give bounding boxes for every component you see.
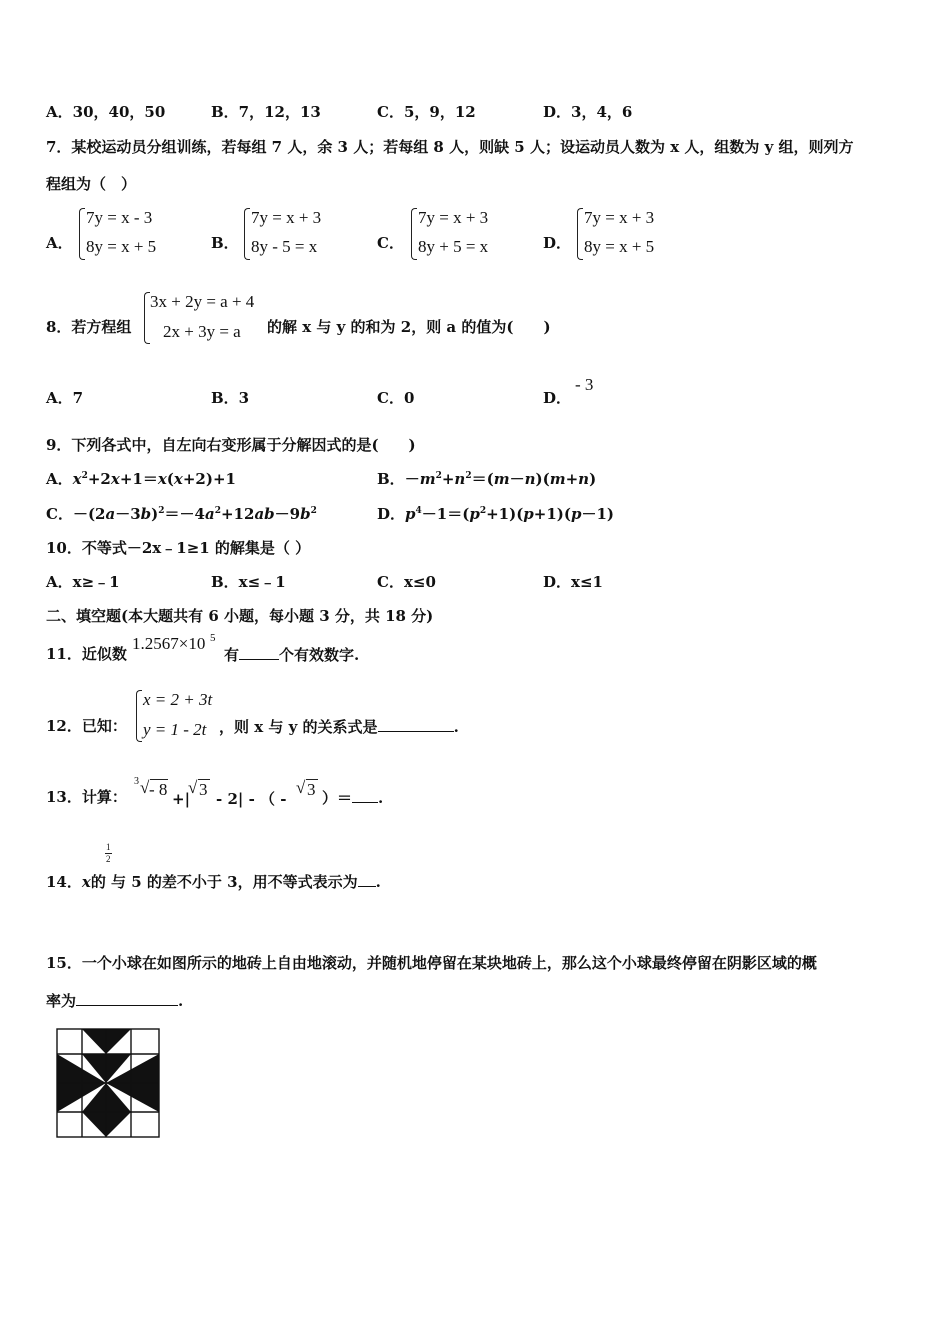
q11-exponent: 5 [210, 632, 216, 644]
q12-end: . [453, 718, 459, 736]
q13-end-dot: . [378, 789, 384, 807]
q8-option-d-value: - 3 [575, 375, 594, 394]
radical-sign-icon: √ [296, 778, 306, 797]
q10-option-a: A．x≥﹣1 [46, 573, 120, 591]
equation: 7y = x - 3 [86, 208, 153, 227]
q10-option-c: C．x≤0 [377, 573, 436, 591]
q14-number: 14． [46, 873, 82, 891]
answer-blank[interactable] [352, 788, 378, 803]
brace-icon [136, 690, 142, 742]
option-label: C． [46, 505, 73, 523]
q7-stem-line2: 程组为（ ） [46, 175, 137, 193]
section-heading: 二、填空题(本大题共有 6 小题，每小题 3 分，共 18 分) [46, 607, 434, 625]
equation: 8y - 5 = x [251, 237, 318, 256]
option-label: C． [377, 234, 404, 252]
equation: 8y = x + 5 [584, 237, 655, 256]
q9-option-d: D．$p^4-1=(p^2+1)(p+1)(p-1)$ [377, 505, 615, 523]
q13-prefix: 13．计算： [46, 788, 127, 806]
q11-suffix [224, 645, 359, 664]
q13-radicand-1: 3 [199, 780, 208, 799]
radical-sign-icon: √ [140, 778, 150, 797]
q12-suffix-text: ，则 x 与 y 的关系式是 [219, 718, 378, 736]
radical-sign-icon: √ [188, 778, 198, 797]
q10-option-b: B．x≤﹣1 [211, 573, 286, 591]
q14-text: 的 与 5 的差不小于 3，用不等式表示为 [90, 873, 358, 891]
q9-option-b: B．$-m^2+n^2=(m-n)(m+n)$ [377, 470, 597, 488]
brace-icon [79, 208, 85, 260]
tile-grid-figure [54, 1026, 164, 1140]
q13-end-text: ）＝ [322, 789, 353, 807]
q11-prefix: 11．近似数 [46, 645, 127, 663]
q13-plus: +| [172, 790, 191, 808]
q11-number: 1.2567×10 [132, 634, 206, 653]
q10-option-d: D．x≤1 [543, 573, 603, 591]
q13-end [322, 788, 383, 807]
q6-option-d: D．3，4，6 [543, 103, 633, 121]
q12-prefix: 12．已知： [46, 717, 127, 735]
option-label: A． [46, 470, 73, 488]
q8-equation-2: 2x + 3y = a [163, 322, 241, 341]
q15-line2-text: 率为 [46, 992, 77, 1010]
q12-equation-1: x = 2 + 3t [143, 690, 213, 709]
q11-suffix-text: 有 [224, 646, 240, 664]
equation: 8y + 5 = x [418, 237, 489, 256]
q7-stem-line1: 7．某校运动员分组训练，若每组 7 人，余 3 人；若每组 8 人，则缺 5 人；设运动员人数为 x 人，组数为 y 组，则列方 [46, 138, 854, 156]
q8-option-b: B．3 [211, 389, 250, 407]
q15-stem-line2 [46, 991, 183, 1010]
q6-option-a: A．30，40，50 [46, 103, 166, 121]
q6-option-b: B．7，12，13 [211, 103, 321, 121]
answer-blank[interactable] [239, 645, 279, 660]
brace-icon [411, 208, 417, 260]
equation: 7y = x + 3 [418, 208, 489, 227]
equation: 7y = x + 3 [251, 208, 322, 227]
q9-stem: 9．下列各式中，自左向右变形属于分解因式的是( ) [46, 436, 416, 454]
q14-end: . [375, 873, 381, 891]
q8-option-d: D． [543, 389, 572, 407]
q6-option-c: C．5，9，12 [377, 103, 476, 121]
q8-option-c: C．0 [377, 389, 415, 407]
option-label: D． [543, 234, 572, 252]
option-label: B． [377, 470, 405, 488]
q12-suffix [219, 717, 459, 736]
brace-icon [244, 208, 250, 260]
q13-cube-radicand: - 8 [149, 780, 168, 799]
fraction-numerator: 1 [106, 842, 111, 852]
q9-option-a: A．$x^2+2x+1=x(x+2)+1$ [46, 470, 236, 488]
q13-radicand-2: 3 [307, 780, 316, 799]
answer-blank[interactable] [358, 872, 376, 887]
q8-equation-1: 3x + 2y = a + 4 [150, 292, 255, 311]
equation: 7y = x + 3 [584, 208, 655, 227]
q15-stem-line1: 15．一个小球在如图所示的地砖上自由地滚动，并随机地停留在某块地砖上，那么这个小球最终停留在阴影区域的概 [46, 954, 817, 972]
q8-prefix: 8．若方程组 [46, 318, 132, 336]
q12-equation-2: y = 1 - 2t [143, 720, 207, 739]
q14-stem [46, 872, 381, 891]
q13-middle: - 2| - （ - [216, 790, 287, 808]
option-label: B． [211, 234, 239, 252]
q13-cube-index: 3 [134, 776, 139, 787]
q8-suffix: 的解 x 与 y 的和为 2，则 a 的值为( ) [267, 318, 551, 336]
q8-option-a: A．7 [46, 389, 84, 407]
q14-variable: x [81, 873, 91, 891]
q10-stem: 10．不等式－2x﹣1≥1 的解集是（ ） [46, 539, 311, 557]
fraction-denominator: 2 [106, 854, 111, 864]
option-label: D． [377, 505, 406, 523]
q11-suffix-text-2: 个有效数字. [279, 646, 360, 664]
option-label: A． [46, 234, 73, 252]
q15-end: . [178, 992, 184, 1010]
equation: 8y = x + 5 [86, 237, 157, 256]
answer-blank[interactable] [76, 991, 178, 1006]
q9-option-c: C．$-(2a-3b)^2=-4a^2+12ab-9b^2$ [46, 505, 317, 523]
answer-blank[interactable] [378, 717, 454, 732]
brace-icon [577, 208, 583, 260]
